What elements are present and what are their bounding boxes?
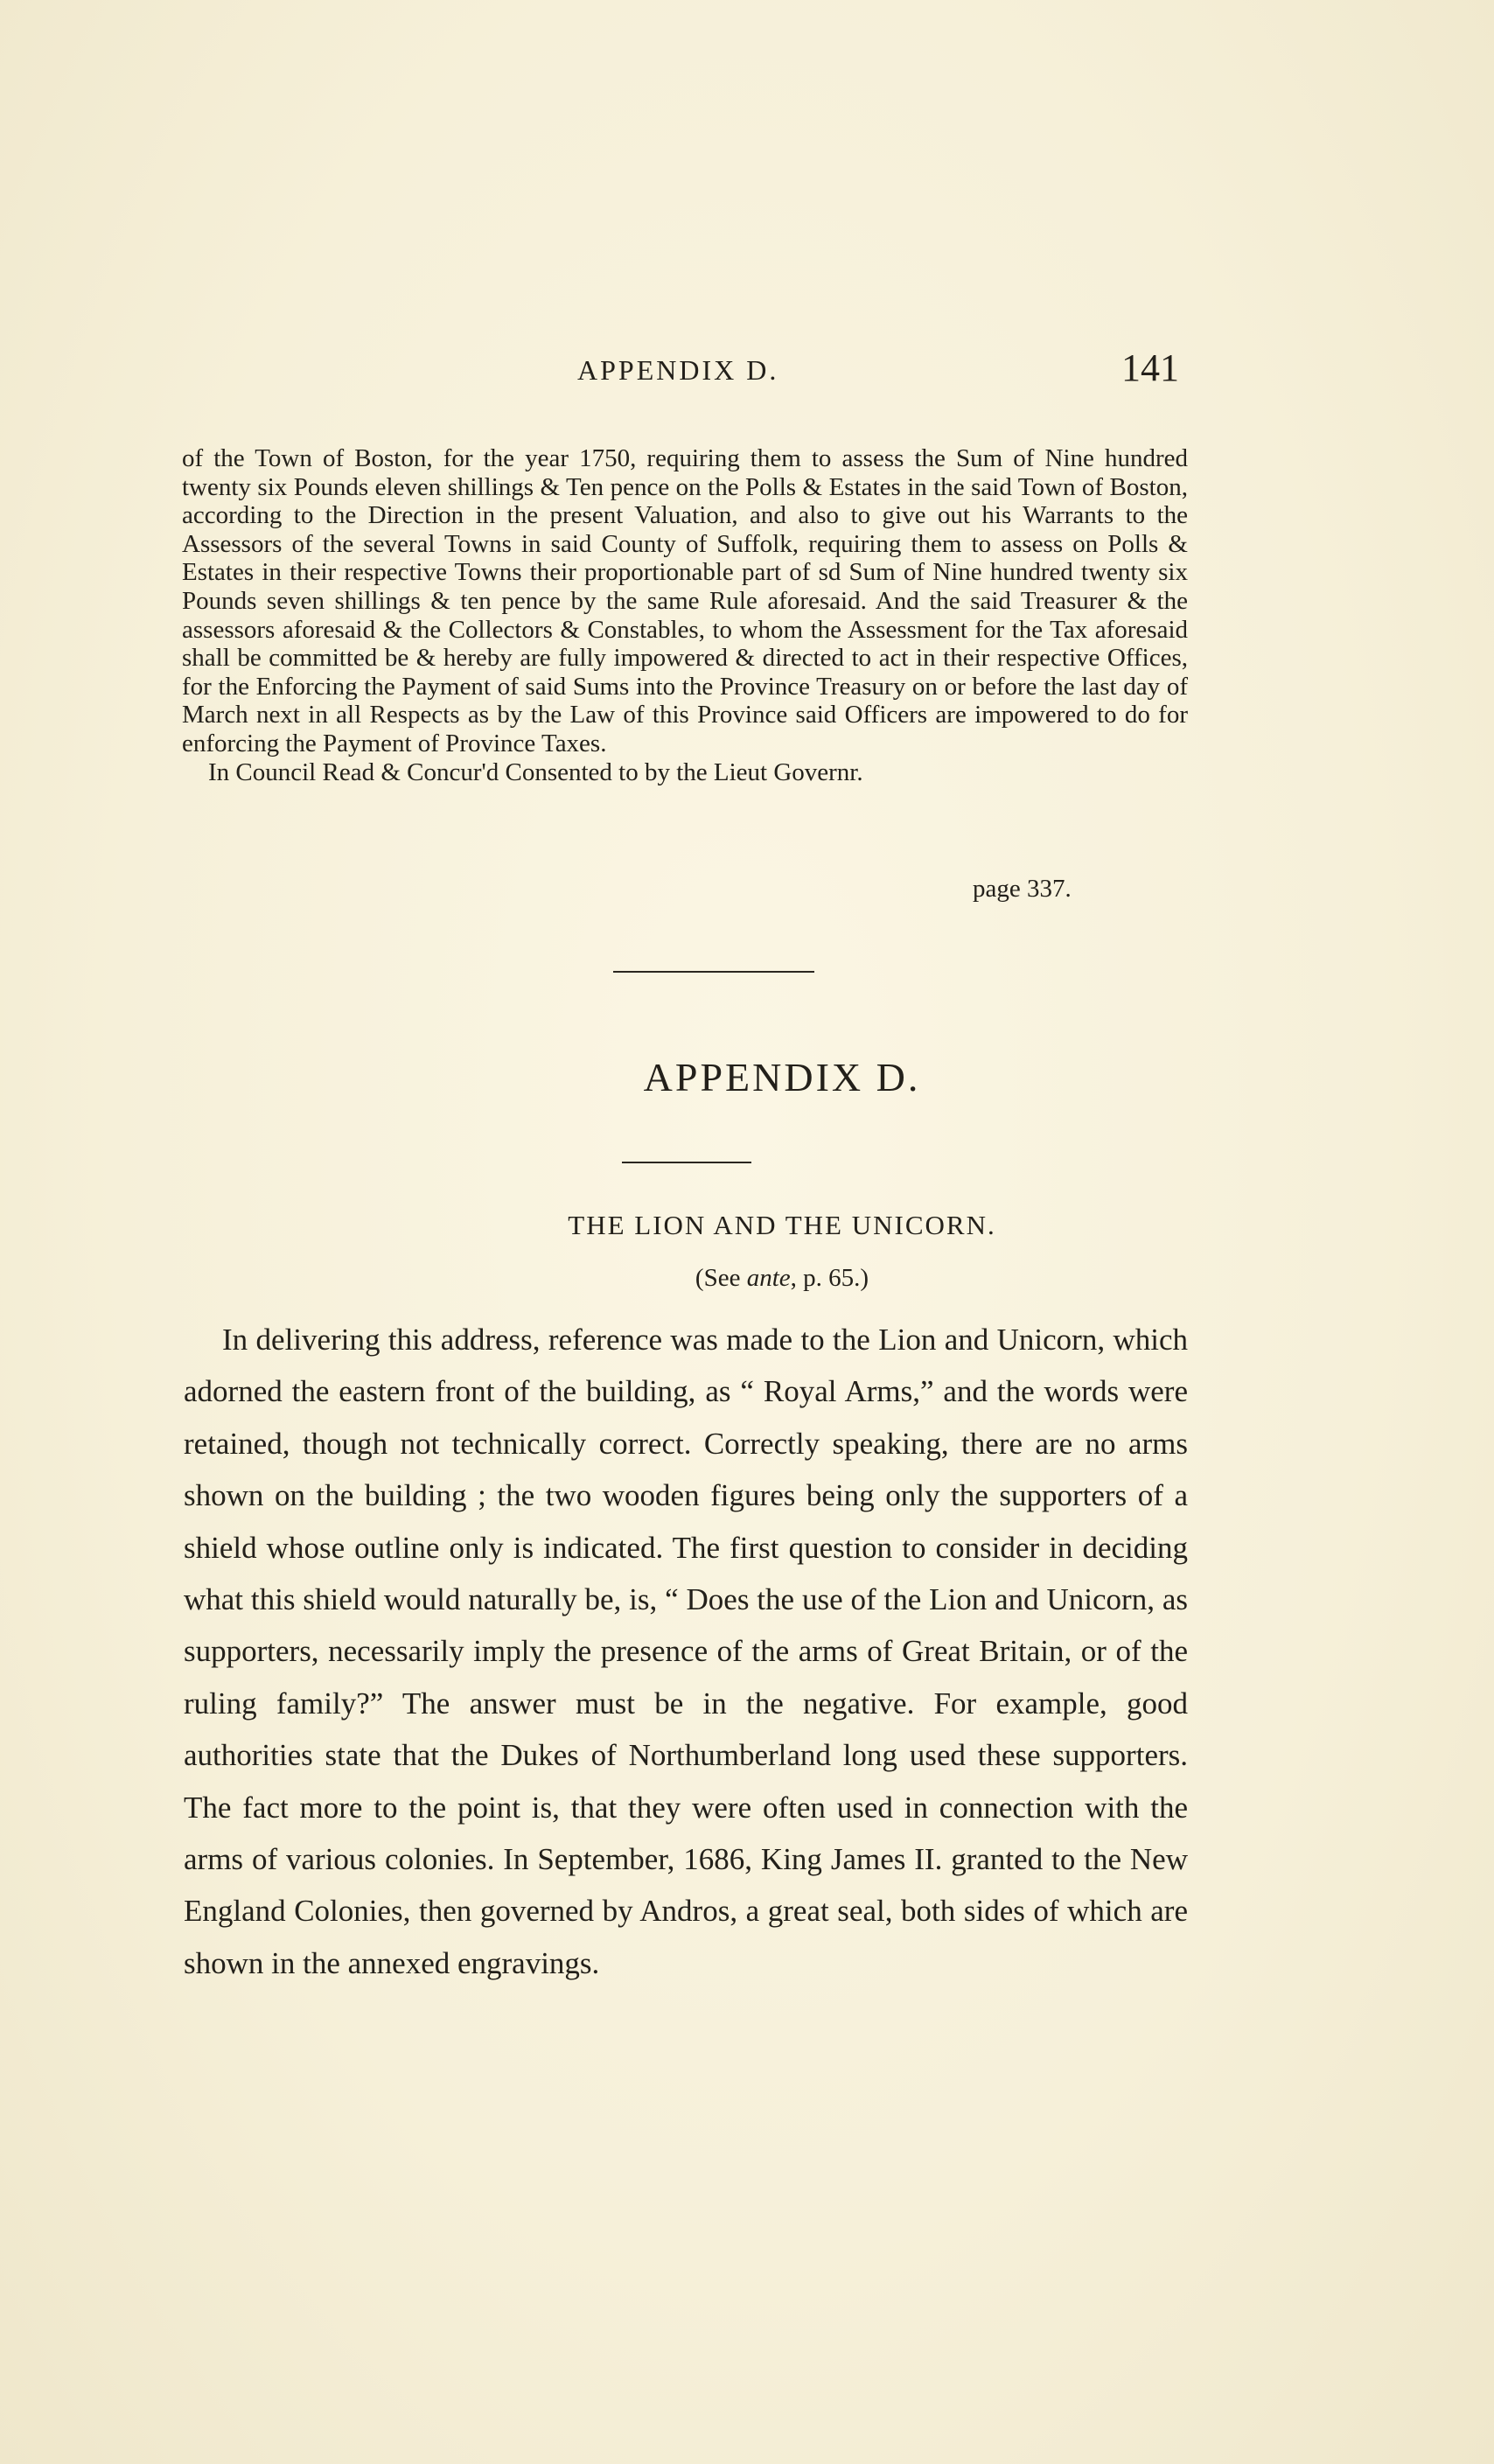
cross-reference-prefix: (See: [695, 1264, 747, 1292]
cross-reference-ante: ante: [746, 1264, 791, 1292]
cross-reference-suffix: , p. 65.): [790, 1264, 869, 1292]
continued-paragraph: of the Town of Boston, for the year 1750, requiring them to assess the Sum of Nine hundred twenty six Pounds eleven shillings & Ten pence on the Polls & Estates in the said Town of Boston, according to the Direction in the present Valuation, and also to give out his Warrants to the Assessors of the several Towns in said County of Suffolk, requiring them to assess on Polls & Estates in their respective Towns their proportionable part of sd Sum of Nine hundred twenty six Pounds seven shillings & ten pence by the same Rule aforesaid. And the said Treasurer & the assessors aforesaid & the Collectors & Constables, to whom the Assessment for the Tax aforesaid shall be committed be & hereby are fully impowered & directed to act in their respective Offices, for the Enforcing the Payment of said Sums into the Province Treasury on or before the last day of March next in all Respects as by the Law of this Province said Officers are impowered to do for enforcing the Payment of Province Taxes.: [182, 444, 1188, 757]
page-number: 141: [1121, 346, 1179, 389]
cross-reference: [0, 1264, 1494, 1293]
continued-text: [182, 444, 1188, 786]
section-title: THE LION AND THE UNICORN.: [568, 1210, 996, 1240]
body-text: [184, 1314, 1188, 1989]
running-head-title: APPENDIX D.: [577, 354, 779, 386]
section-divider: [613, 971, 814, 973]
page-reference: page 337.: [973, 875, 1072, 903]
running-head: [0, 346, 1494, 398]
heading-rule: [622, 1162, 751, 1163]
appendix-heading: APPENDIX D.: [643, 1055, 921, 1099]
body-paragraph: In delivering this address, reference was made to the Lion and Unicorn, which adorned the eastern front of the building, as “ Royal Arms,” and the words were retained, though not technically correct. Correctly speaking, there are no arms shown on the building ; the two wooden figures being only the supporters of a shield whose outline only is indicated. The first question to consider in deciding what this shield would naturally be, is, “ Does the use of the Lion and Unicorn, as supporters, necessarily imply the presence of the arms of Great Britain, or of the ruling family?” The answer must be in the negative. For example, good authorities state that the Dukes of Northumberland long used these supporters. The fact more to the point is, that they were often used in connection with the arms of various colonies. In September, 1686, King James II. granted to the New England Colonies, then governed by Andros, a great seal, both sides of which are shown in the annexed engravings.: [184, 1323, 1188, 1980]
council-line: In Council Read & Concur'd Consented to by the Lieut Governr.: [208, 757, 863, 786]
